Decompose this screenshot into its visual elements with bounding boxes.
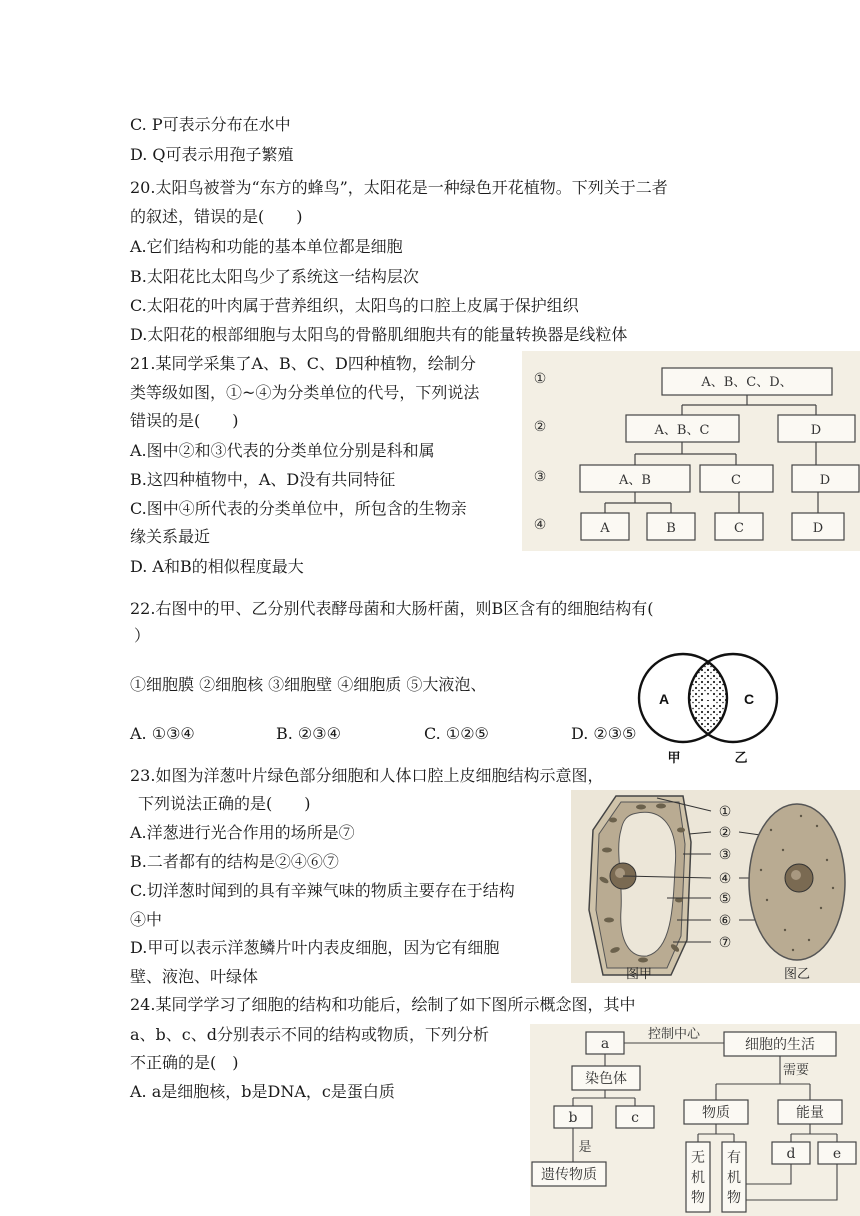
concept-text-inorganic-3: 物 [691,1190,705,1206]
concept-text-need: 需要 [782,1063,810,1078]
q23-option-b: B.二者都有的结构是②④⑥⑦ [130,852,339,871]
q20-option-d: D.太阳花的根部细胞与太阳鸟的骨骼肌细胞共有的能量转换器是线粒体 [130,325,628,344]
q21-stem-line2: 类等级如图，①~④为分类单位的代号，下列说法 [130,383,480,402]
concept-text-inorganic-1: 无 [691,1150,705,1166]
concept-text-a: a [600,1036,610,1052]
level-label-2: ② [533,419,547,435]
q24-stem-line3: 不正确的是( ) [130,1053,239,1072]
q21-option-c-line1: C.图中④所代表的分类单位中，所包含的生物亲 [130,499,467,518]
venn-diagram [628,650,788,768]
q22-items: ①细胞膜 ②细胞核 ③细胞壁 ④细胞质 ⑤大液泡、 [130,675,487,694]
q22-stem-line1: 22.右图中的甲、乙分别代表酵母菌和大肠杆菌，则B区含有的细胞结构有( [130,599,654,618]
q24-stem-line2: a、b、c、d分别表示不同的结构或物质，下列分析 [130,1025,489,1044]
q23-stem-line1: 23.如图为洋葱叶片绿色部分细胞和人体口腔上皮细胞结构示意图， [130,766,604,785]
tax-text-l1: A、B、C、D、 [701,375,793,390]
q23-stem-line2: 下列说法正确的是( ) [138,794,311,813]
q21-option-c-line2: 缘关系最近 [130,527,211,546]
q20-option-c: C.太阳花的叶肉属于营养组织，太阳鸟的口腔上皮属于保护组织 [130,296,579,315]
q23-option-d-line1: D.甲可以表示洋葱鳞片叶内表皮细胞，因为它有细胞 [130,938,500,957]
cell-structure-figure [571,790,860,983]
tax-text-l2-right: D [810,423,822,438]
q20-option-b: B.太阳花比太阳鸟少了系统这一结构层次 [130,267,419,286]
concept-text-c: c [631,1110,639,1126]
fig-label-3: ③ [718,847,732,863]
tax-text-l4-a: A [600,521,610,536]
q22-option-d: D. ②③⑤ [571,724,637,743]
q23-option-c-line2: ④中 [130,910,163,929]
q21-stem-line3: 错误的是( ) [130,411,239,430]
concept-text-d: d [786,1146,796,1162]
concept-text-chromosome: 染色体 [585,1071,627,1087]
concept-text-inorganic-2: 机 [691,1170,705,1186]
tax-text-l2-left: A、B、C [654,423,710,438]
concept-map [530,1024,860,1216]
venn-label-b: B [702,691,714,707]
concept-text-genetic: 遗传物质 [541,1167,597,1183]
fig-label-1: ① [718,804,732,820]
fig-label-5: ⑤ [718,891,732,907]
tax-text-l4-c: C [734,521,744,536]
fig-label-4: ④ [718,871,732,887]
q23-option-a: A.洋葱进行光合作用的场所是⑦ [130,823,355,842]
tax-text-l3-mid: C [731,473,741,488]
q21-option-d: D. A和B的相似程度最大 [130,557,304,576]
q22-option-b: B. ②③④ [276,724,341,743]
level-label-3: ③ [533,469,547,485]
level-label-1: ① [533,371,547,387]
fig-label-6: ⑥ [718,913,732,929]
q19-option-c: C. P可表示分布在水中 [130,115,291,134]
q24-stem-line1: 24.某同学学习了细胞的结构和功能后，绘制了如下图所示概念图，其中 [130,995,636,1014]
q24-option-a: A. a是细胞核，b是DNA，c是蛋白质 [130,1082,395,1101]
concept-text-is: 是 [578,1140,592,1155]
classification-diagram [522,351,860,551]
tax-text-l4-d: D [812,521,824,536]
q23-option-d-line2: 壁、液泡、叶绿体 [130,967,259,986]
fig-caption-left: 图甲 [625,967,653,982]
fig-label-2: ② [718,825,732,841]
q21-stem-line1: 21.某同学采集了A、B、C、D四种植物，绘制分 [130,354,476,373]
concept-text-organic-3: 物 [727,1190,741,1206]
concept-text-control: 控制中心 [647,1027,701,1042]
q22-option-a: A. ①③④ [130,724,195,743]
fig-label-7: ⑦ [718,935,732,951]
q20-option-a: A.它们结构和功能的基本单位都是细胞 [130,237,403,256]
q23-option-c-line1: C.切洋葱时闻到的具有辛辣气味的物质主要存在于结构 [130,881,515,900]
venn-label-a: A [658,691,670,707]
venn-caption-right: 乙 [734,750,748,765]
concept-text-matter: 物质 [702,1105,730,1121]
q19-option-d: D. Q可表示用孢子繁殖 [130,145,294,164]
concept-text-e: e [832,1146,842,1162]
tax-text-l3-right: D [819,473,831,488]
q22-stem-line2: ） [134,626,151,645]
tax-text-l4-b: B [666,521,676,536]
tax-text-l3-left: A、B [619,473,651,488]
q20-stem-line2: 的叙述，错误的是( ) [130,207,303,226]
venn-label-c: C [743,691,755,707]
concept-text-organic-1: 有 [727,1150,741,1166]
q22-option-c: C. ①②⑤ [424,724,489,743]
fig-caption-right: 图乙 [783,967,811,982]
concept-text-organic-2: 机 [727,1170,741,1186]
q20-stem-line1: 20.太阳鸟被誉为“东方的蜂鸟”，太阳花是一种绿色开花植物。下列关于二者 [130,178,668,197]
venn-caption-left: 甲 [667,750,681,765]
q21-option-a: A.图中②和③代表的分类单位分别是科和属 [130,441,435,460]
concept-text-energy: 能量 [796,1105,824,1121]
q21-option-b: B.这四种植物中，A、D没有共同特征 [130,470,396,489]
concept-text-cell-life: 细胞的生活 [745,1037,815,1053]
concept-text-b: b [568,1110,578,1126]
level-label-4: ④ [533,517,547,533]
